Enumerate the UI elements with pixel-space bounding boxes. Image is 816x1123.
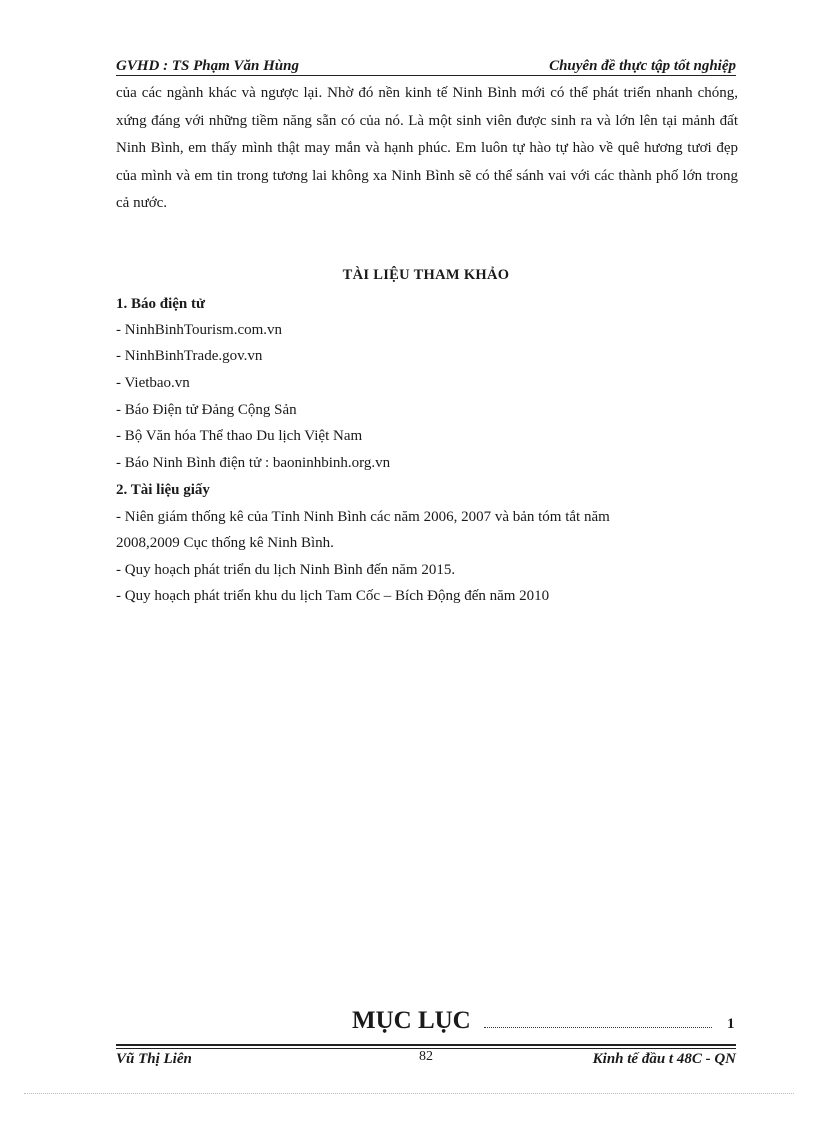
reference-item: - Quy hoạch phát triển khu du lịch Tam Cốc – Bích Động đến năm 2010	[116, 588, 550, 604]
toc-leader-dots	[484, 1017, 712, 1028]
reference-item: - Quy hoạch phát triển du lịch Ninh Bình đến năm 2015.	[116, 562, 456, 578]
footer-author: Vũ Thị Liên	[116, 1051, 192, 1067]
reference-item: - Báo Ninh Bình điện tử : baoninhbinh.org.vn	[116, 455, 391, 471]
header-report-type: Chuyên đề thực tập tốt nghiệp	[549, 58, 736, 74]
reference-item: - Bộ Văn hóa Thể thao Du lịch Việt Nam	[116, 428, 363, 444]
section-heading-print-documents: 2. Tài liệu giấy	[116, 482, 210, 498]
toc-page-number: 1	[727, 1016, 735, 1032]
reference-item: - NinhBinhTrade.gov.vn	[116, 348, 263, 364]
reference-item: - Báo Điện tử Đảng Cộng Sản	[116, 402, 297, 418]
reference-item: - NinhBinhTourism.com.vn	[116, 322, 283, 338]
references-title: TÀI LIỆU THAM KHẢO	[342, 267, 510, 283]
reference-item: - Vietbao.vn	[116, 375, 190, 391]
reference-item: 2008,2009 Cục thống kê Ninh Bình.	[116, 535, 334, 551]
section-heading-online-news: 1. Báo điện tử	[116, 296, 206, 312]
reference-item: - Niên giám thống kê của Tỉnh Ninh Bình các năm 2006, 2007 và bản tóm tắt năm	[116, 509, 610, 525]
footer-rule	[116, 1044, 736, 1046]
header-rule	[116, 75, 736, 76]
page-boundary-dots	[24, 1093, 794, 1094]
footer-class: Kinh tế đầu t 48C - QN	[592, 1051, 736, 1067]
header-advisor: GVHD : TS Phạm Văn Hùng	[116, 58, 299, 74]
body-paragraph: của các ngành khác và ngược lại. Nhờ đó nền kinh tế Ninh Bình mới có thể phát triển nhanh chóng, xứng đáng với những tiềm năng sẵn có của nó. Là một sinh viên được sinh ra và lớn lên tại mảnh đất Ninh Bình, em thấy mình thật may mắn và hạnh phúc. Em luôn tự hào tự hào về quê hương tươi đẹp của mình và em tin trong tương lai không xa Ninh Bình sẽ có thể sánh vai với các thành phố lớn trong cả nước.	[116, 85, 738, 211]
page-number: 82	[419, 1049, 433, 1064]
toc-heading[interactable]: MỤC LỤC	[352, 1007, 471, 1034]
